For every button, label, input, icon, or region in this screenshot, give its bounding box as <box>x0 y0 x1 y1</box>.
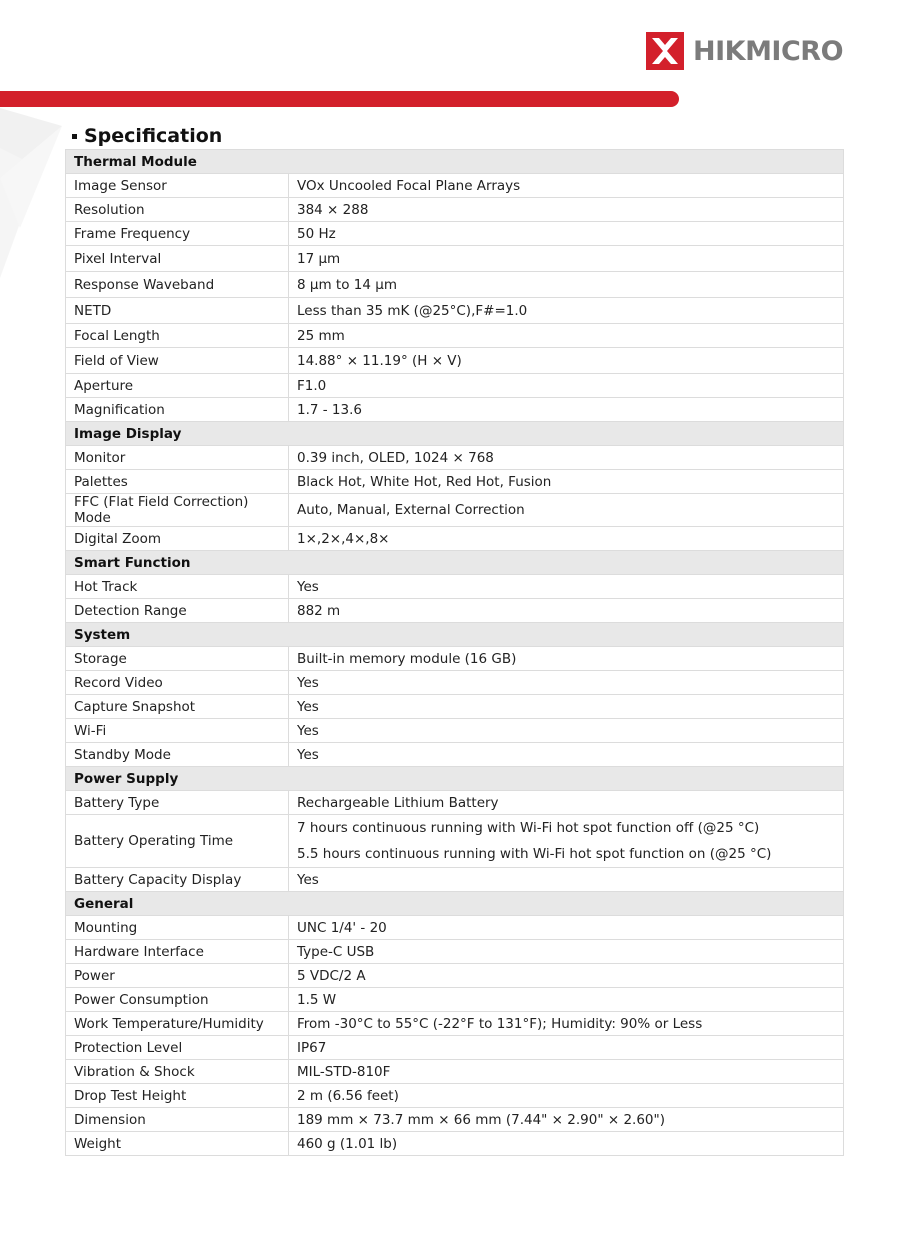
hikmicro-logo-icon <box>646 32 684 70</box>
table-row <box>66 470 844 494</box>
table-row <box>66 198 844 222</box>
table-row <box>66 348 844 374</box>
spec-value: 50 Hz <box>289 222 844 246</box>
spec-label: Record Video <box>66 671 289 695</box>
spec-value: 384 × 288 <box>289 198 844 222</box>
table-row <box>66 695 844 719</box>
section-header-row <box>66 150 844 174</box>
table-row <box>66 671 844 695</box>
table-row <box>66 1108 844 1132</box>
page-title <box>72 125 222 147</box>
table-row <box>66 719 844 743</box>
spec-label: Hardware Interface <box>66 940 289 964</box>
section-header: Thermal Module <box>66 150 844 174</box>
spec-label: Battery Type <box>66 791 289 815</box>
spec-label: Storage <box>66 647 289 671</box>
table-row <box>66 272 844 298</box>
table-row <box>66 324 844 348</box>
spec-label: Mounting <box>66 916 289 940</box>
spec-value: Yes <box>289 719 844 743</box>
spec-value: Yes <box>289 868 844 892</box>
header-accent-bar <box>0 91 679 107</box>
spec-value: Yes <box>289 743 844 767</box>
table-row <box>66 940 844 964</box>
table-row <box>66 575 844 599</box>
spec-value: Black Hot, White Hot, Red Hot, Fusion <box>289 470 844 494</box>
table-row <box>66 246 844 272</box>
spec-value: 25 mm <box>289 324 844 348</box>
spec-value: 14.88° × 11.19° (H × V) <box>289 348 844 374</box>
section-header: General <box>66 892 844 916</box>
table-row <box>66 599 844 623</box>
spec-label: Palettes <box>66 470 289 494</box>
spec-label: Magnification <box>66 398 289 422</box>
spec-value: Yes <box>289 575 844 599</box>
spec-label: Battery Capacity Display <box>66 868 289 892</box>
title-bullet <box>72 134 77 139</box>
spec-label: Digital Zoom <box>66 527 289 551</box>
table-row <box>66 743 844 767</box>
section-header-row <box>66 422 844 446</box>
spec-label: Dimension <box>66 1108 289 1132</box>
spec-value: UNC 1/4' - 20 <box>289 916 844 940</box>
spec-value: MIL-STD-810F <box>289 1060 844 1084</box>
spec-value: Yes <box>289 671 844 695</box>
table-row <box>66 1036 844 1060</box>
spec-label: Aperture <box>66 374 289 398</box>
spec-value: Built-in memory module (16 GB) <box>289 647 844 671</box>
brand-logo <box>646 31 843 71</box>
spec-value: 882 m <box>289 599 844 623</box>
spec-label: NETD <box>66 298 289 324</box>
section-header-row <box>66 623 844 647</box>
spec-label: Power <box>66 964 289 988</box>
table-row <box>66 174 844 198</box>
spec-label: Wi-Fi <box>66 719 289 743</box>
spec-label: Pixel Interval <box>66 246 289 272</box>
spec-value: From -30°C to 55°C (-22°F to 131°F); Humidity: 90% or Less <box>289 1012 844 1036</box>
spec-value: 1.5 W <box>289 988 844 1012</box>
spec-label: Detection Range <box>66 599 289 623</box>
table-row <box>66 1132 844 1156</box>
spec-value: Less than 35 mK (@25°C),F#=1.0 <box>289 298 844 324</box>
section-header: System <box>66 623 844 647</box>
spec-value: 17 µm <box>289 246 844 272</box>
spec-label: Standby Mode <box>66 743 289 767</box>
spec-value-line: 5.5 hours continuous running with Wi-Fi hot spot function on (@25 °C) <box>297 846 772 862</box>
spec-value-line: 7 hours continuous running with Wi-Fi hot spot function off (@25 °C) <box>297 820 760 836</box>
spec-label: FFC (Flat Field Correction) Mode <box>66 494 289 527</box>
table-row <box>66 1084 844 1108</box>
table-row <box>66 374 844 398</box>
spec-label: Resolution <box>66 198 289 222</box>
section-header-row <box>66 551 844 575</box>
spec-table <box>65 149 844 1156</box>
table-row <box>66 494 844 527</box>
spec-value: Rechargeable Lithium Battery <box>289 791 844 815</box>
section-header: Image Display <box>66 422 844 446</box>
brand-name: HIKMICRO <box>693 35 844 67</box>
spec-value: 1×,2×,4×,8× <box>289 527 844 551</box>
spec-value: 8 µm to 14 µm <box>289 272 844 298</box>
table-row <box>66 1012 844 1036</box>
table-row <box>66 964 844 988</box>
decorative-shapes <box>0 108 70 288</box>
spec-value: 5 VDC/2 A <box>289 964 844 988</box>
table-row <box>66 446 844 470</box>
table-row <box>66 398 844 422</box>
spec-value: 1.7 - 13.6 <box>289 398 844 422</box>
section-header: Smart Function <box>66 551 844 575</box>
table-row <box>66 868 844 892</box>
spec-value: Auto, Manual, External Correction <box>289 494 844 527</box>
spec-value: Type-C USB <box>289 940 844 964</box>
spec-value <box>289 815 844 868</box>
spec-value: 2 m (6.56 feet) <box>289 1084 844 1108</box>
spec-label: Image Sensor <box>66 174 289 198</box>
section-header-row <box>66 892 844 916</box>
table-row <box>66 647 844 671</box>
spec-label: Power Consumption <box>66 988 289 1012</box>
spec-label: Frame Frequency <box>66 222 289 246</box>
spec-label: Field of View <box>66 348 289 374</box>
page-title-text: Specification <box>84 125 223 147</box>
spec-label: Response Waveband <box>66 272 289 298</box>
spec-value: 189 mm × 73.7 mm × 66 mm (7.44" × 2.90" × 2.60") <box>289 1108 844 1132</box>
spec-label: Protection Level <box>66 1036 289 1060</box>
table-row <box>66 298 844 324</box>
spec-label: Work Temperature/Humidity <box>66 1012 289 1036</box>
spec-value: Yes <box>289 695 844 719</box>
table-row <box>66 916 844 940</box>
table-row <box>66 815 844 868</box>
table-row <box>66 527 844 551</box>
spec-label: Hot Track <box>66 575 289 599</box>
table-row <box>66 222 844 246</box>
spec-label: Battery Operating Time <box>66 815 289 868</box>
spec-label: Monitor <box>66 446 289 470</box>
spec-label: Capture Snapshot <box>66 695 289 719</box>
section-header-row <box>66 767 844 791</box>
spec-label: Focal Length <box>66 324 289 348</box>
spec-value: 0.39 inch, OLED, 1024 × 768 <box>289 446 844 470</box>
table-row <box>66 791 844 815</box>
spec-value: VOx Uncooled Focal Plane Arrays <box>289 174 844 198</box>
table-row <box>66 1060 844 1084</box>
spec-label: Weight <box>66 1132 289 1156</box>
spec-value: F1.0 <box>289 374 844 398</box>
section-header: Power Supply <box>66 767 844 791</box>
spec-label: Drop Test Height <box>66 1084 289 1108</box>
table-row <box>66 988 844 1012</box>
spec-value: IP67 <box>289 1036 844 1060</box>
spec-value: 460 g (1.01 lb) <box>289 1132 844 1156</box>
spec-label: Vibration & Shock <box>66 1060 289 1084</box>
